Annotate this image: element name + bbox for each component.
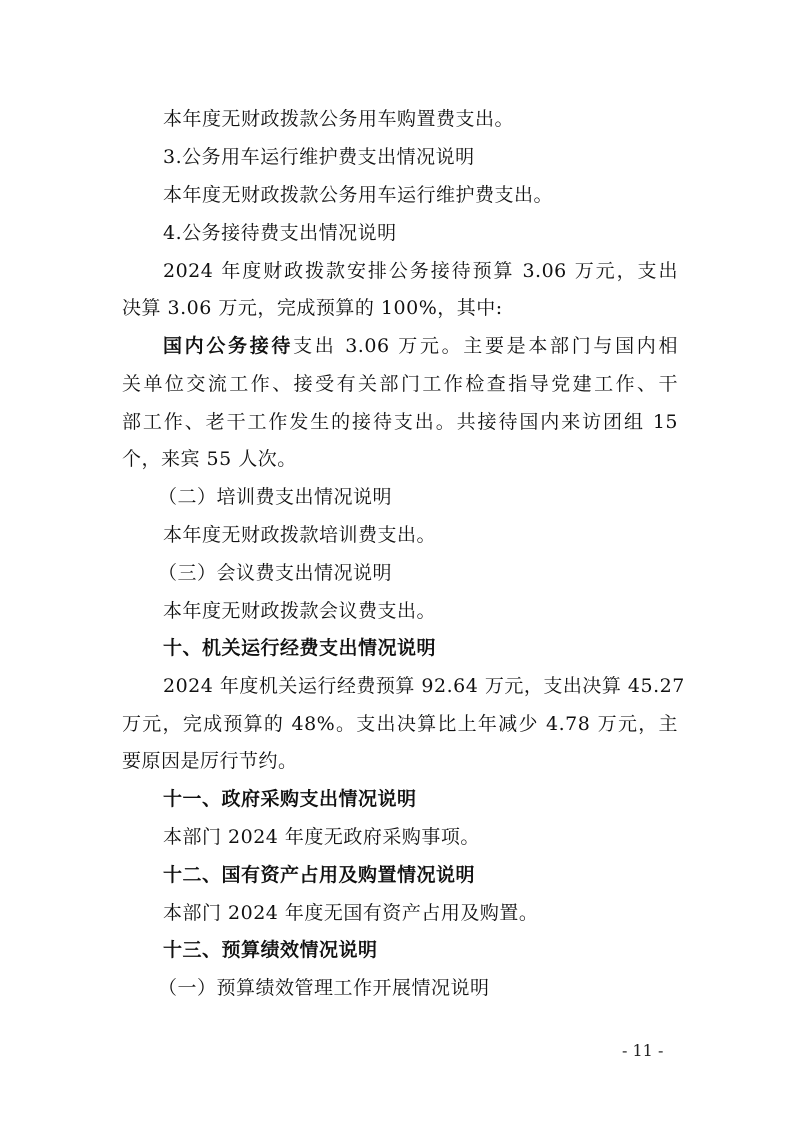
- section-heading-13: 十三、预算绩效情况说明: [163, 939, 378, 961]
- subheading-reception: 4.公务接待费支出情况说明: [163, 222, 397, 244]
- paragraph-line: [0, 334, 793, 358]
- paragraph-line: 2024 年度财政拨款安排公务接待预算 3.06 万元，支出: [163, 260, 678, 282]
- page-number: - 11 -: [622, 1041, 664, 1060]
- paragraph-line: 关单位交流工作、接受有关部门工作检查指导党建工作、干: [122, 373, 678, 395]
- subheading-performance: （一）预算绩效管理工作开展情况说明: [158, 977, 490, 999]
- paragraph-line: 万元，完成预算的 48%。支出决算比上年减少 4.78 万元，主: [122, 713, 678, 735]
- subheading-vehicle-maintenance: 3.公务用车运行维护费支出情况说明: [163, 146, 475, 168]
- paragraph-line: 本年度无财政拨款培训费支出。: [163, 524, 437, 546]
- paragraph-line: 要原因是厉行节约。: [122, 750, 298, 772]
- domestic-reception-label: 国内公务接待: [163, 335, 294, 357]
- subheading-meeting: （三）会议费支出情况说明: [158, 562, 393, 584]
- subheading-training: （二）培训费支出情况说明: [158, 486, 393, 508]
- paragraph-line: 个，来宾 55 人次。: [122, 448, 297, 470]
- section-heading-10: 十、机关运行经费支出情况说明: [163, 637, 437, 659]
- section-heading-11: 十一、政府采购支出情况说明: [163, 788, 417, 810]
- paragraph-line: 本年度无财政拨款公务用车购置费支出。: [163, 108, 515, 130]
- paragraph-line: 本部门 2024 年度无国有资产占用及购置。: [163, 902, 539, 924]
- paragraph-line: 本部门 2024 年度无政府采购事项。: [163, 826, 480, 848]
- paragraph-line: 2024 年度机关运行经费预算 92.64 万元，支出决算 45.27: [163, 675, 685, 697]
- paragraph-line: 部工作、老干工作发生的接待支出。共接待国内来访团组 15: [122, 411, 678, 433]
- paragraph-line: 本年度无财政拨款会议费支出。: [163, 600, 437, 622]
- paragraph-line: 本年度无财政拨款公务用车运行维护费支出。: [163, 184, 554, 206]
- paragraph-text: 支出 3.06 万元。主要是本部门与国内相: [293, 335, 678, 357]
- section-heading-12: 十二、国有资产占用及购置情况说明: [163, 864, 476, 886]
- paragraph-line: 决算 3.06 万元，完成预算的 100%，其中:: [122, 297, 503, 319]
